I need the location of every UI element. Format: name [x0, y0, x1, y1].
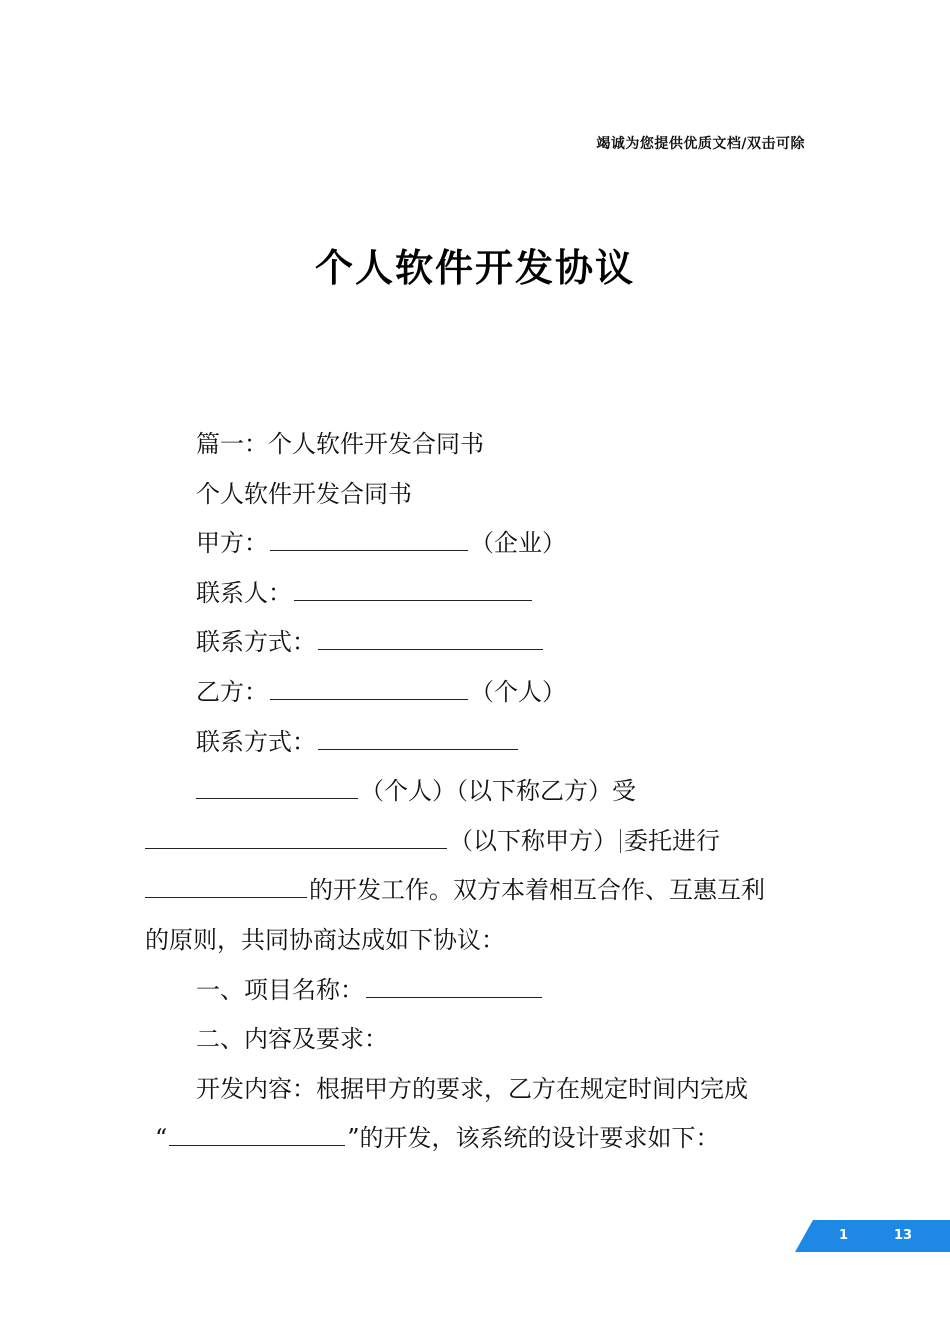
current-page-number: 1 [839, 1228, 849, 1243]
text-cursor [620, 829, 621, 853]
document-body [145, 420, 805, 1164]
work-blank[interactable] [145, 875, 307, 898]
party-b-blank[interactable] [270, 677, 468, 700]
contact-method-line: 联系方式： [145, 618, 805, 668]
content-heading: 二、内容及要求： [196, 1025, 388, 1054]
agreement-line-1: （个人）（以下称乙方）受 [145, 767, 805, 817]
individual-blank[interactable] [196, 776, 358, 799]
contract-name: 个人软件开发合同书 [196, 479, 412, 508]
contact-person-blank[interactable] [294, 578, 532, 601]
project-name-line: 一、项目名称： [145, 966, 805, 1016]
agreement-line-4: 的原则，共同协商达成如下协议： [145, 925, 505, 954]
contact-method-b-line: 联系方式： [145, 718, 805, 768]
content-line-1: 开发内容：根据甲方的要求，乙方在规定时间内完成 [196, 1074, 748, 1103]
page-indicator [795, 1220, 950, 1252]
project-name-blank[interactable] [366, 975, 542, 998]
header-note: 竭诚为您提供优质文档/双击可除 [596, 136, 805, 152]
section-heading: 篇一：个人软件开发合同书 [196, 430, 484, 458]
content-line-2: “ ”的开发，该系统的设计要求如下： [155, 1124, 720, 1153]
agreement-line-2: （以下称甲方） 委托进行 [145, 817, 805, 867]
page-tab-shape [795, 1220, 950, 1252]
document-title: 个人软件开发协议 [314, 246, 635, 290]
contact-method-blank[interactable] [318, 627, 543, 650]
party-b-line: 乙方： （个人） [196, 677, 566, 706]
agreement-line-3: 的开发工作。双方本着相互合作、互惠互利 [145, 866, 805, 916]
party-a-blank[interactable] [270, 528, 468, 551]
party-a-line: 甲方： （企业） [196, 529, 566, 558]
client-blank[interactable] [145, 826, 447, 849]
total-pages-number: 13 [894, 1228, 913, 1243]
system-name-blank[interactable] [169, 1123, 345, 1146]
contact-method-b-blank[interactable] [318, 727, 518, 750]
contact-person-line: 联系人： [145, 569, 805, 619]
